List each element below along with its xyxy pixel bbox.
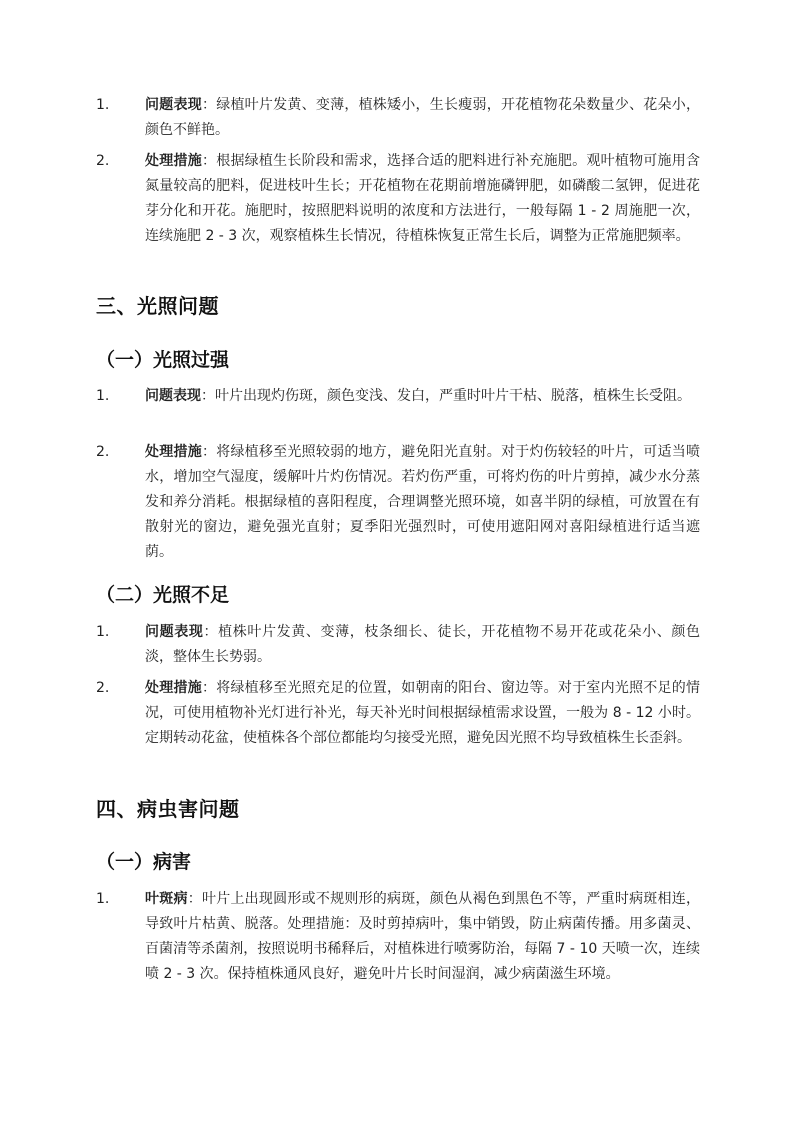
item-lead: 问题表现 [145,624,204,640]
list-number: 1. [96,891,110,907]
list-item-body [145,440,700,565]
item-separator: ： [187,891,202,907]
item-separator: ： [201,388,215,404]
subsection-heading: （二）光照不足 [96,584,230,606]
section-heading: 三、光照问题 [96,294,219,318]
list-item-body [145,384,700,409]
list-item [96,93,700,143]
item-lead: 叶斑病 [145,891,188,907]
item-lead: 处理措施 [145,153,202,169]
list-number: 2. [96,153,110,169]
item-separator: ： [201,97,217,113]
item-separator: ： [203,624,219,640]
list-item [96,620,700,670]
item-separator: ： [201,444,217,460]
list-item [96,440,700,565]
list-item [96,384,700,409]
list-item-body [145,93,700,143]
subsection-heading: （一）光照过强 [96,349,230,371]
item-separator: ： [201,153,217,169]
item-lead: 处理措施 [145,680,202,696]
item-text: 叶片上出现圆形或不规则形的病斑，颜色从褐色到黑色不等，严重时病斑相连，导致叶片枯黄、脱落。处理措施：及时剪掉病叶，集中销毁，防止病菌传播。用多菌灵、百菌清等杀菌剂，按照说明书稀释后，对植株进行喷雾防治，每隔 7 - 10 天喷一次，连续喷 2 - 3 次。保持植株通风良好，避免叶片长时间湿润，减少病菌滋生环境。 [145,891,701,982]
list-number: 1. [96,97,110,113]
item-lead: 处理措施 [145,444,202,460]
list-number: 1. [96,624,110,640]
list-number: 1. [96,388,110,404]
subsection-heading: （一）病害 [96,851,192,873]
list-number: 2. [96,444,110,460]
list-item-body [145,676,700,751]
item-text: 绿植叶片发黄、变薄，植株矮小，生长瘦弱，开花植物花朵数量少、花朵小，颜色不鲜艳。 [145,97,701,138]
section-heading: 四、病虫害问题 [96,797,240,821]
list-item [96,149,700,249]
item-text: 植株叶片发黄、变薄，枝条细长、徒长，开花植物不易开花或花朵小、颜色淡，整体生长势弱。 [145,624,701,665]
list-item-body [145,620,700,670]
item-text: 将绿植移至光照较弱的地方，避免阳光直射。对于灼伤较轻的叶片，可适当喷水，增加空气湿度，缓解叶片灼伤情况。若灼伤严重，可将灼伤的叶片剪掉，减少水分蒸发和养分消耗。根据绿植的喜阳程度，合理调整光照环境，如喜半阴的绿植，可放置在有散射光的窗边，避免强光直射；夏季阳光强烈时，可使用遮阳网对喜阳绿植进行适当遮荫。 [145,444,701,560]
list-item-body [145,149,700,249]
item-text: 将绿植移至光照充足的位置，如朝南的阳台、窗边等。对于室内光照不足的情况，可使用植物补光灯进行补光，每天补光时间根据绿植需求设置，一般为 8 - 12 小时。定期转动花盆，使植株各个部位都能均匀接受光照，避免因光照不均导致植株生长歪斜。 [145,680,701,746]
list-item [96,887,700,987]
item-separator: ： [201,680,217,696]
list-item [96,676,700,751]
item-lead: 问题表现 [145,388,201,404]
item-text: 叶片出现灼伤斑，颜色变浅、发白，严重时叶片干枯、脱落，植株生长受阻。 [215,388,691,404]
item-text: 根据绿植生长阶段和需求，选择合适的肥料进行补充施肥。观叶植物可施用含氮量较高的肥料，促进枝叶生长；开花植物在花期前增施磷钾肥，如磷酸二氢钾，促进花芽分化和开花。施肥时，按照肥料说明的浓度和方法进行，一般每隔 1 - 2 周施肥一次，连续施肥 2 - 3 次，观察植株生长情况，待植株恢复正常生长后，调整为正常施肥频率。 [145,153,701,244]
list-number: 2. [96,680,110,696]
item-lead: 问题表现 [145,97,202,113]
list-item-body [145,887,700,987]
